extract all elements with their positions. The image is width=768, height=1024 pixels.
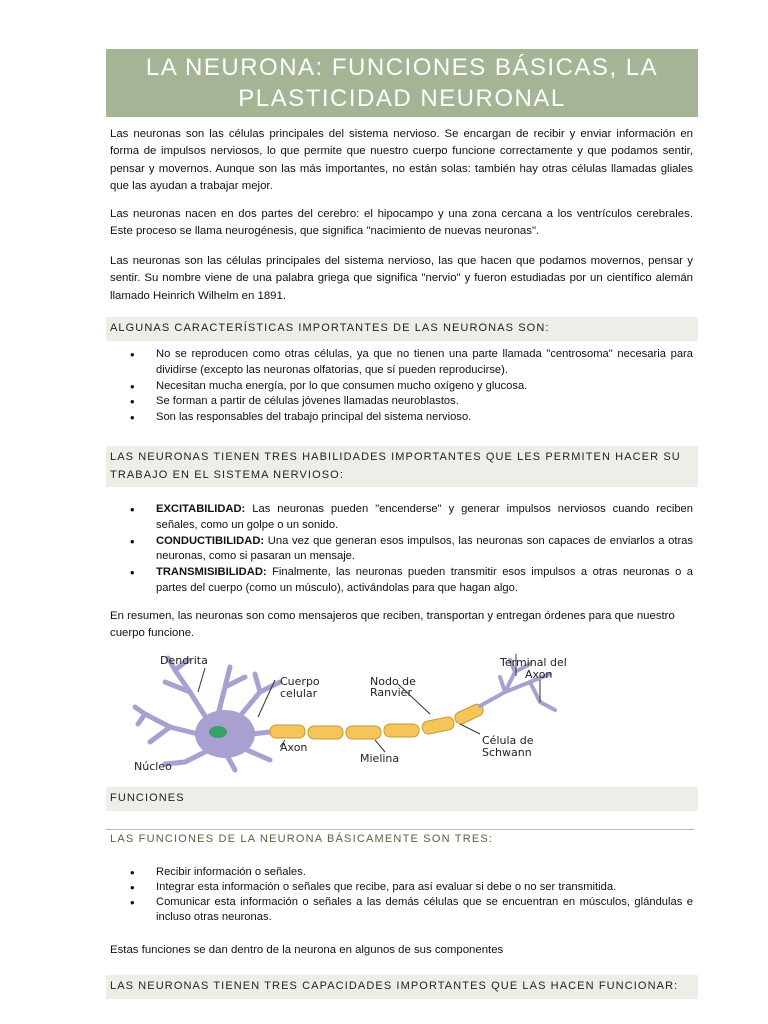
label-celular: celular bbox=[280, 687, 318, 700]
intro-paragraph-1: Las neuronas son las células principales del sistema nervioso. Se encargan de recibir y enviar información en forma de impulsos nerviosos, lo que permite que nuestro cuerpo funcione correctamente y que podamos sentir, pensar y movernos. Aunque son las más importantes, no están solas: también hay otras células llamadas gliales que las ayudan a trabajar mejor. bbox=[110, 128, 693, 192]
section-heading-functions: FUNCIONES bbox=[106, 787, 698, 811]
list-item: • Recibir información o señales. bbox=[110, 865, 693, 880]
nucleus bbox=[209, 726, 227, 738]
summary-paragraph: En resumen, las neuronas son como mensajeros que reciben, transportan y entregan órdenes para que nuestro cuerpo funcione. bbox=[110, 610, 675, 640]
label-schwann: Schwann bbox=[482, 746, 532, 759]
list-item: • Son las responsables del trabajo principal del sistema nervioso. bbox=[110, 410, 693, 426]
ability-term: CONDUCTIBILIDAD: bbox=[156, 534, 265, 547]
functions-subheading: LAS FUNCIONES DE LA NEURONA BÁSICAMENTE SON TRES: bbox=[110, 833, 494, 845]
label-axon: Axon bbox=[280, 741, 308, 754]
list-item: • Comunicar esta información o señales a las demás células que se encuentran en músculos, glándulas e incluso otras neuronas. bbox=[110, 895, 693, 925]
label-nodo: Nodo de bbox=[370, 675, 416, 688]
ability-text: Una vez que generan esos impulsos, las neuronas son capaces de enviarlos a otras neuronas, como si pasaran un mensaje. bbox=[156, 534, 693, 563]
ability-term: TRANSMISIBILIDAD: bbox=[156, 566, 267, 579]
functions-note: Estas funciones se dan dentro de la neurona en algunos de sus componentes bbox=[110, 944, 504, 956]
list-item bbox=[110, 534, 693, 566]
label-nucleo: Núcleo bbox=[134, 760, 172, 773]
neuron-diagram bbox=[130, 652, 600, 774]
list-item: • Necesitan mucha energía, por lo que consumen mucho oxígeno y glucosa. bbox=[110, 379, 693, 395]
divider bbox=[106, 829, 694, 830]
label-mielina: Mielina bbox=[360, 752, 400, 765]
intro-paragraph-3: Las neuronas son las células principales del sistema nervioso, las que hacen que podamos movernos, pensar y sentir. Su nombre viene de una palabra griega que significa "nervio" y fueron estudiadas por un científico alemán llamado Heinrich Wilhelm en 1891. bbox=[110, 255, 693, 302]
list-item: • Se forman a partir de células jóvenes llamadas neuroblastos. bbox=[110, 394, 693, 410]
characteristics-list bbox=[110, 347, 693, 426]
ability-term: EXCITABILIDAD: bbox=[156, 503, 246, 515]
section-heading-capacities: LAS NEURONAS TIENEN TRES CAPACIDADES IMPORTANTES QUE LAS HACEN FUNCIONAR: bbox=[106, 975, 698, 999]
intro-paragraph-2: Las neuronas nacen en dos partes del cerebro: el hipocampo y una zona cercana a los ventrículos cerebrales. Este proceso se llama neurogénesis, que significa "nacimiento de nuevas neuronas". bbox=[110, 208, 693, 238]
functions-list bbox=[110, 865, 693, 925]
section-heading-abilities: LAS NEURONAS TIENEN TRES HABILIDADES IMPORTANTES QUE LES PERMITEN HACER SU TRABAJO EN EL SISTEMA NERVIOSO: bbox=[106, 446, 698, 487]
document-title bbox=[106, 49, 698, 117]
title-line-2: PLASTICIDAD NEURONAL bbox=[238, 85, 566, 112]
axon bbox=[252, 732, 270, 734]
title-line-1: LA NEURONA: FUNCIONES BÁSICAS, LA bbox=[145, 54, 659, 81]
list-item: • No se reproducen como otras células, ya que no tienen una parte llamada "centrosoma" necesaria para dividirse (excepto las neuronas olfatorias, que sí pueden reproducirse). bbox=[110, 347, 693, 379]
ability-text: Las neuronas pueden "encenderse" y generar impulsos nerviosos cuando reciben señales, como un golpe o un sonido. bbox=[156, 503, 693, 531]
list-item bbox=[110, 502, 693, 534]
label-terminal: Terminal del bbox=[500, 656, 567, 669]
myelin-sheath bbox=[270, 702, 485, 739]
section-heading-characteristics: ALGUNAS CARACTERÍSTICAS IMPORTANTES DE LAS NEURONAS SON: bbox=[106, 317, 698, 341]
label-celula-de: Célula de bbox=[482, 734, 534, 747]
ability-text: Finalmente, las neuronas pueden transmitir esos impulsos a otras neuronas o a partes del cuerpo (como un músculo), activándolas para que hagan algo. bbox=[156, 566, 693, 594]
list-item: • Integrar esta información o señales que recibe, para así evaluar si debe o no ser transmitida. bbox=[110, 880, 693, 895]
label-cuerpo: Cuerpo bbox=[280, 675, 320, 688]
label-dendrita: Dendrita bbox=[160, 654, 208, 667]
list-item bbox=[110, 565, 693, 597]
label-ranvier: Ranvier bbox=[370, 686, 412, 699]
abilities-list bbox=[110, 502, 693, 597]
label-terminal-axon: Axon bbox=[525, 668, 553, 681]
